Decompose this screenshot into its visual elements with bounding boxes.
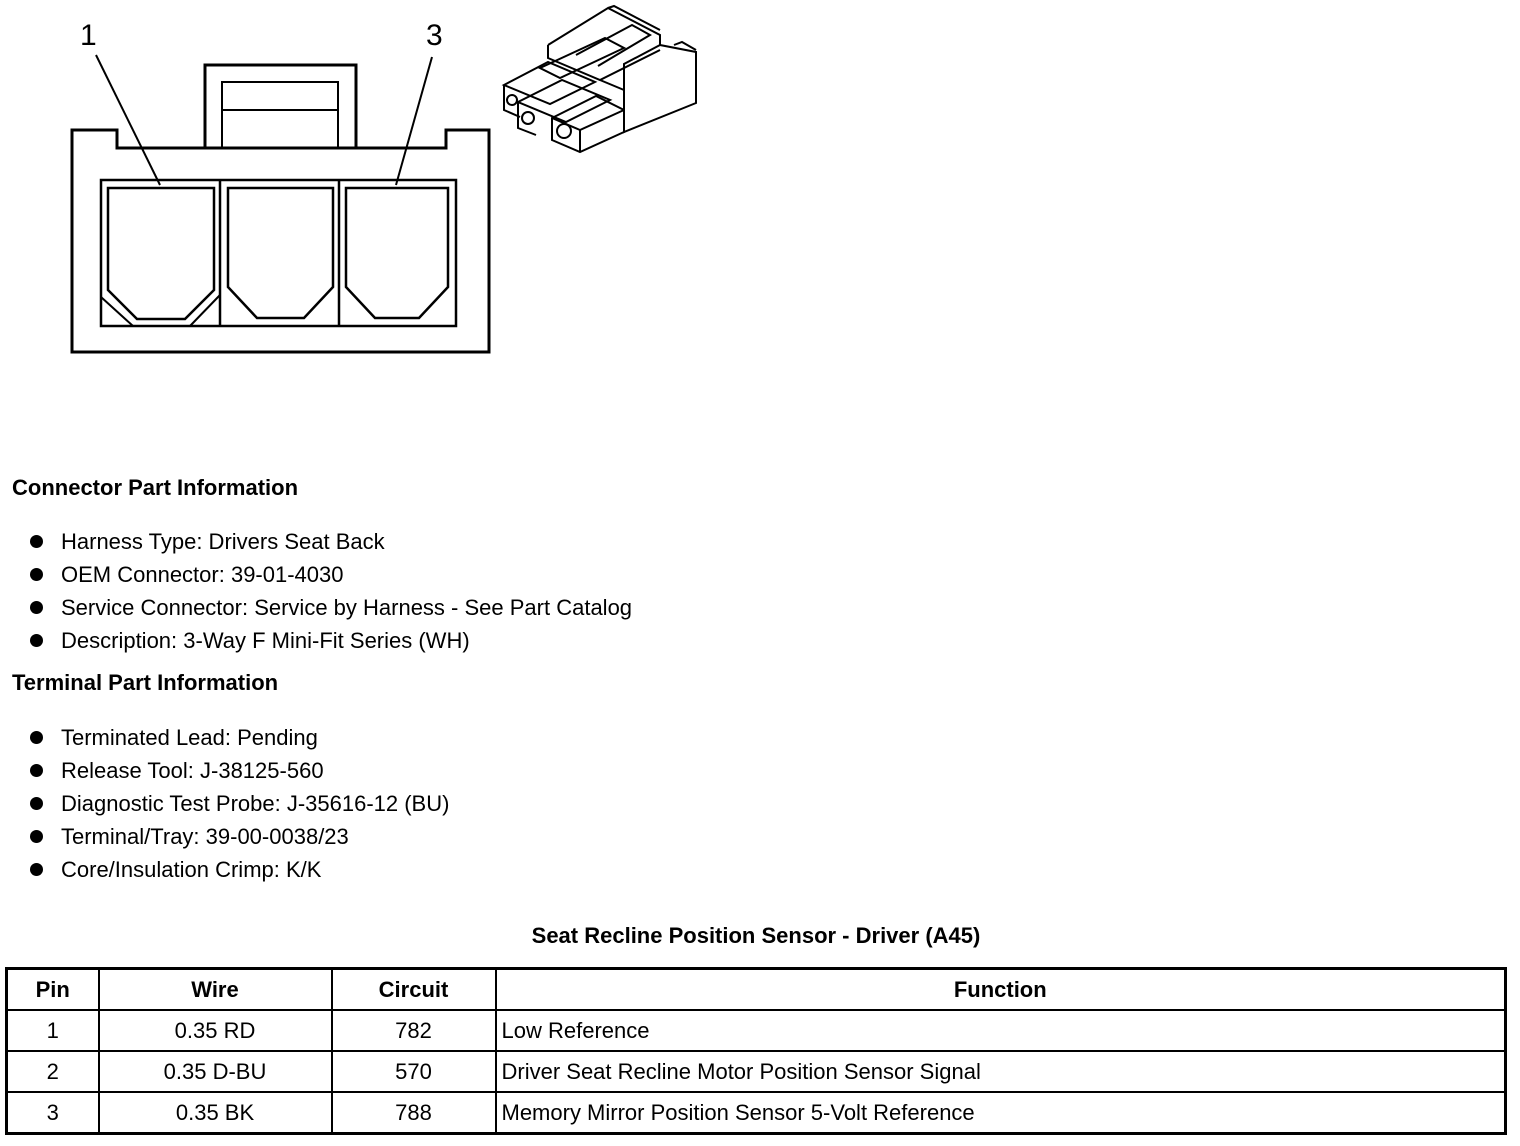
- connector-diagram: [0, 0, 760, 370]
- terminal-info-heading: Terminal Part Information: [12, 670, 279, 695]
- table-row: [7, 1051, 1506, 1092]
- callout-leader-1: [96, 55, 160, 185]
- callout-label-1: 1: [80, 19, 97, 52]
- cell-circuit: 788: [332, 1092, 496, 1134]
- cavity-3: [346, 188, 448, 318]
- pinout-table: [5, 967, 1507, 1135]
- terminal-info-list: [28, 721, 449, 886]
- list-item: Service Connector: Service by Harness - See Part Catalog: [28, 591, 632, 624]
- cell-wire: 0.35 D-BU: [99, 1051, 332, 1092]
- header-pin: Pin: [7, 969, 99, 1011]
- list-item: Core/Insulation Crimp: K/K: [28, 853, 449, 886]
- connector-info-heading: Connector Part Information: [12, 475, 299, 500]
- cell-circuit: 570: [332, 1051, 496, 1092]
- table-title: Seat Recline Position Sensor - Driver (A45): [531, 923, 981, 948]
- connector-latch: [205, 65, 356, 148]
- cavity-frame: [101, 180, 456, 326]
- cell-circuit: 782: [332, 1010, 496, 1051]
- connector-info-list: [28, 525, 632, 657]
- cell-function: Low Reference: [496, 1010, 1506, 1051]
- list-item: Terminal/Tray: 39-00-0038/23: [28, 820, 449, 853]
- cell-pin: 3: [7, 1092, 99, 1134]
- cell-function: Memory Mirror Position Sensor 5-Volt Reference: [496, 1092, 1506, 1134]
- list-item: Diagnostic Test Probe: J-35616-12 (BU): [28, 787, 449, 820]
- list-item: Terminated Lead: Pending: [28, 721, 449, 754]
- cell-wire: 0.35 BK: [99, 1092, 332, 1134]
- header-function: Function: [496, 969, 1506, 1011]
- callout-label-3: 3: [426, 19, 443, 52]
- list-item: OEM Connector: 39-01-4030: [28, 558, 632, 591]
- table-row: [7, 1092, 1506, 1134]
- table-row: [7, 1010, 1506, 1051]
- cell-wire: 0.35 RD: [99, 1010, 332, 1051]
- list-item: Harness Type: Drivers Seat Back: [28, 525, 632, 558]
- connector-isometric-icon: [504, 6, 696, 152]
- list-item: Description: 3-Way F Mini-Fit Series (WH): [28, 624, 632, 657]
- cell-pin: 2: [7, 1051, 99, 1092]
- header-wire: Wire: [99, 969, 332, 1011]
- table-header-row: [7, 969, 1506, 1011]
- list-item: Release Tool: J-38125-560: [28, 754, 449, 787]
- header-circuit: Circuit: [332, 969, 496, 1011]
- cavity-2: [228, 188, 333, 318]
- cavity-1: [108, 188, 214, 319]
- cell-pin: 1: [7, 1010, 99, 1051]
- cell-function: Driver Seat Recline Motor Position Sensor Signal: [496, 1051, 1506, 1092]
- callout-leader-3: [396, 57, 432, 185]
